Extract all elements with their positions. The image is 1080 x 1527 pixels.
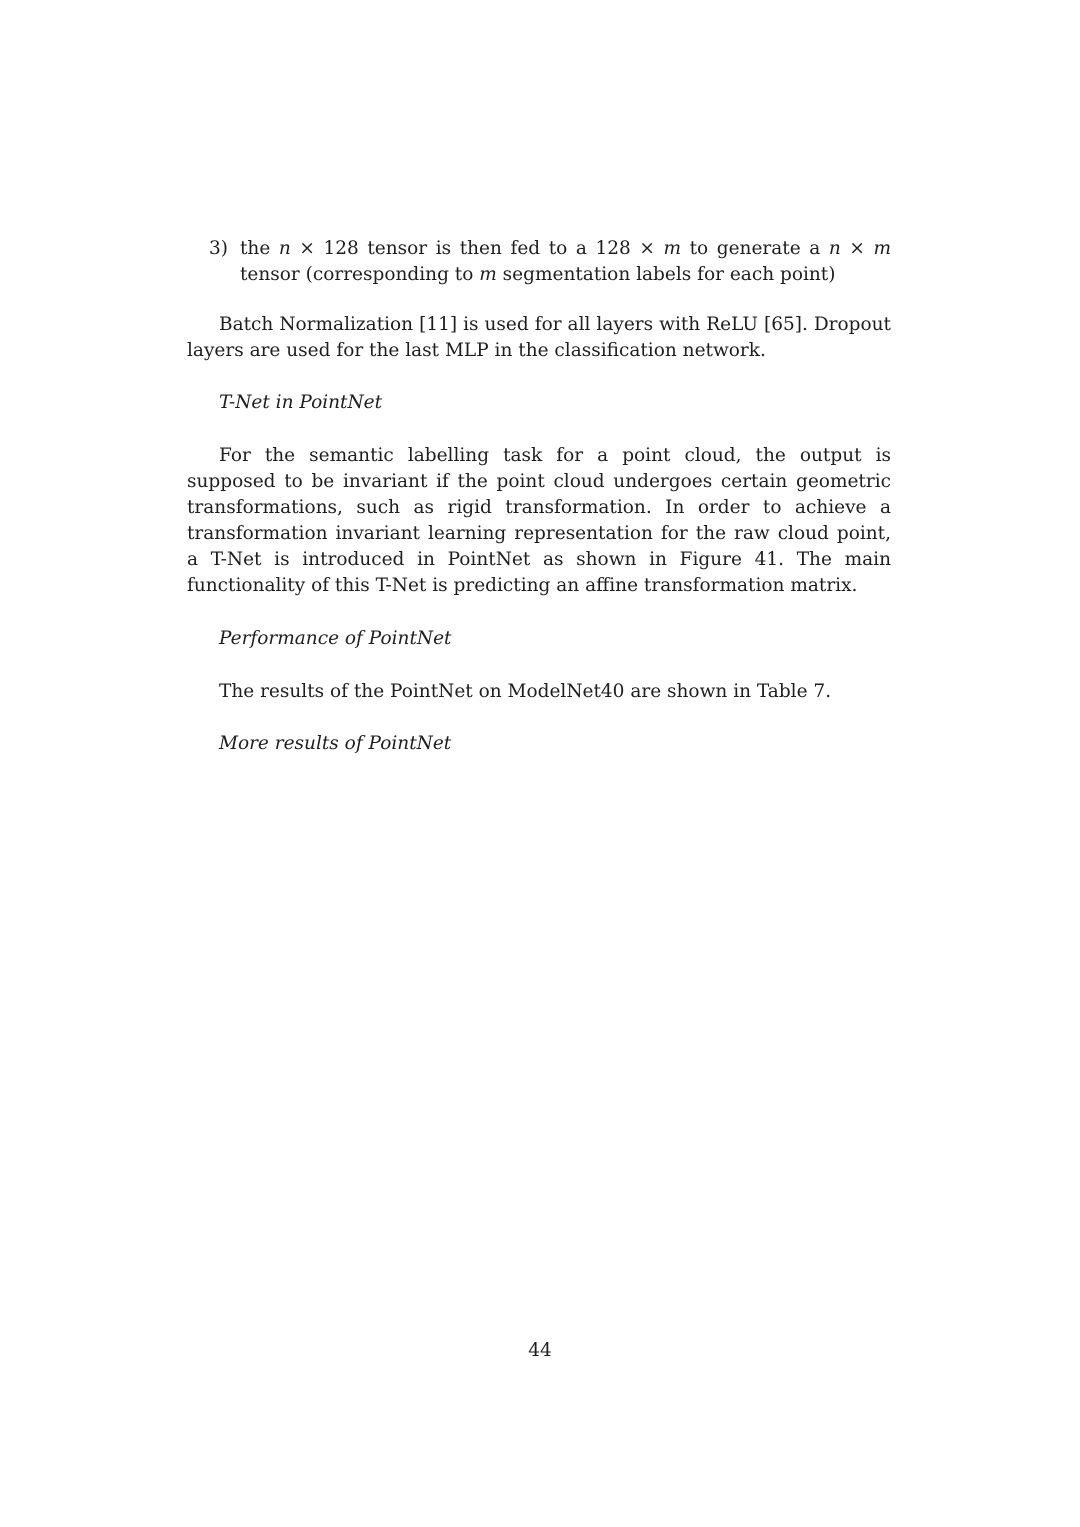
list-text-segment: to generate a <box>681 238 829 259</box>
paragraph-batch-normalization: Batch Normalization [11] is used for all layers with ReLU [65]. Dropout layers are used for the last MLP in the classification network. <box>187 314 891 361</box>
list-text-segment: segmentation labels for each point) <box>496 264 836 285</box>
list-text-segment: × <box>840 238 874 259</box>
subheading-tnet: T-Net in PointNet <box>219 392 383 413</box>
list-item-number: 3) <box>209 238 228 259</box>
subheading-performance: Performance of PointNet <box>219 628 452 649</box>
math-variable-n: n <box>278 238 291 259</box>
list-item-text <box>240 236 891 288</box>
math-variable-m: m <box>873 238 891 259</box>
math-variable-m: m <box>663 238 682 259</box>
math-variable-m: m <box>479 264 497 285</box>
paragraph-performance: The results of the PointNet on ModelNet40 are shown in Table 7. <box>219 681 832 702</box>
list-text-segment: tensor (corresponding to <box>240 264 480 285</box>
list-text-segment: × 128 tensor is then fed to a 128 × <box>290 238 664 259</box>
subheading-more-results: More results of PointNet <box>219 733 452 754</box>
list-item-3 <box>187 236 891 288</box>
list-text-segment: the <box>240 238 279 259</box>
paragraph-tnet: For the semantic labelling task for a point cloud, the output is supposed to be invariant if the point cloud undergoes certain geometric transformations, such as rigid transformation. In order to achieve a transformation invariant learning representation for the raw cloud point, a T-Net is introduced in PointNet as shown in Figure 41. The main functionality of this T-Net is predicting an affine transformation matrix. <box>187 445 891 596</box>
math-variable-n: n <box>828 238 841 259</box>
page-number: 44 <box>528 1340 552 1361</box>
